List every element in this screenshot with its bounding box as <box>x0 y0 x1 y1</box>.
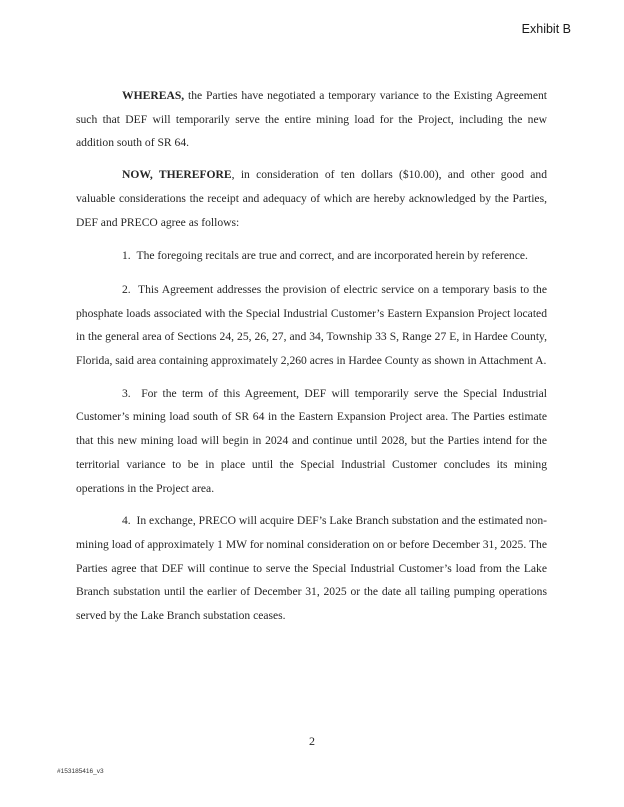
whereas-paragraph <box>76 84 547 155</box>
item-text: For the term of this Agreement, DEF will temporarily serve the Special Industrial Customer’s mining load south of SR 64 in the Eastern Expansion Project area. The Parties estimate that this new mining load will begin in 2024 and continue until 2028, but the Parties intend for the territorial variance to be in place until the Special Industrial Customer concludes its mining operations in the Project area. <box>76 386 547 495</box>
numbered-item-4 <box>76 509 547 628</box>
item-text: The foregoing recitals are true and correct, and are incorporated herein by reference. <box>136 249 528 263</box>
whereas-lead: WHEREAS, <box>122 89 185 102</box>
numbered-item-2 <box>76 278 547 373</box>
item-text: This Agreement addresses the provision of electric service on a temporary basis to the phosphate loads associated with the Special Industrial Customer’s Eastern Expansion Project located in the general area of Sections 24, 25, 26, 27, and 34, Township 33 S, Range 27 E, in Hardee County, Florida, said area containing approximately 2,260 acres in Hardee County as shown in Attachment A. <box>76 282 547 368</box>
now-therefore-text: , in consideration of ten dollars ($10.00), and other good and valuable considerations the receipt and adequacy of which are hereby acknowledged by the Parties, DEF and PRECO agree as follows: <box>76 168 547 229</box>
now-therefore-paragraph <box>76 163 547 234</box>
numbered-item-1 <box>76 244 547 268</box>
exhibit-label: Exhibit B <box>521 22 571 36</box>
item-number: 3. <box>122 386 131 400</box>
numbered-item-3 <box>76 382 547 501</box>
whereas-text: the Parties have negotiated a temporary variance to the Existing Agreement such that DEF will temporarily serve the entire mining load for the Project, including the new addition south of SR 64. <box>76 89 547 150</box>
item-number: 4. <box>122 514 131 528</box>
item-number: 1. <box>122 249 131 263</box>
document-id: #153185416_v3 <box>57 768 104 775</box>
document-body <box>76 84 547 638</box>
item-number: 2. <box>122 282 131 296</box>
item-text: In exchange, PRECO will acquire DEF’s Lake Branch substation and the estimated non-mining load of approximately 1 MW for nominal consideration on or before December 31, 2025. The Parties agree that DEF will continue to serve the Special Industrial Customer’s load from the Lake Branch substation until the earlier of December 31, 2025 or the date all tailing pumping operations served by the Lake Branch substation ceases. <box>76 514 548 623</box>
page-number: 2 <box>309 734 315 748</box>
now-therefore-lead: NOW, THEREFORE <box>122 168 232 182</box>
